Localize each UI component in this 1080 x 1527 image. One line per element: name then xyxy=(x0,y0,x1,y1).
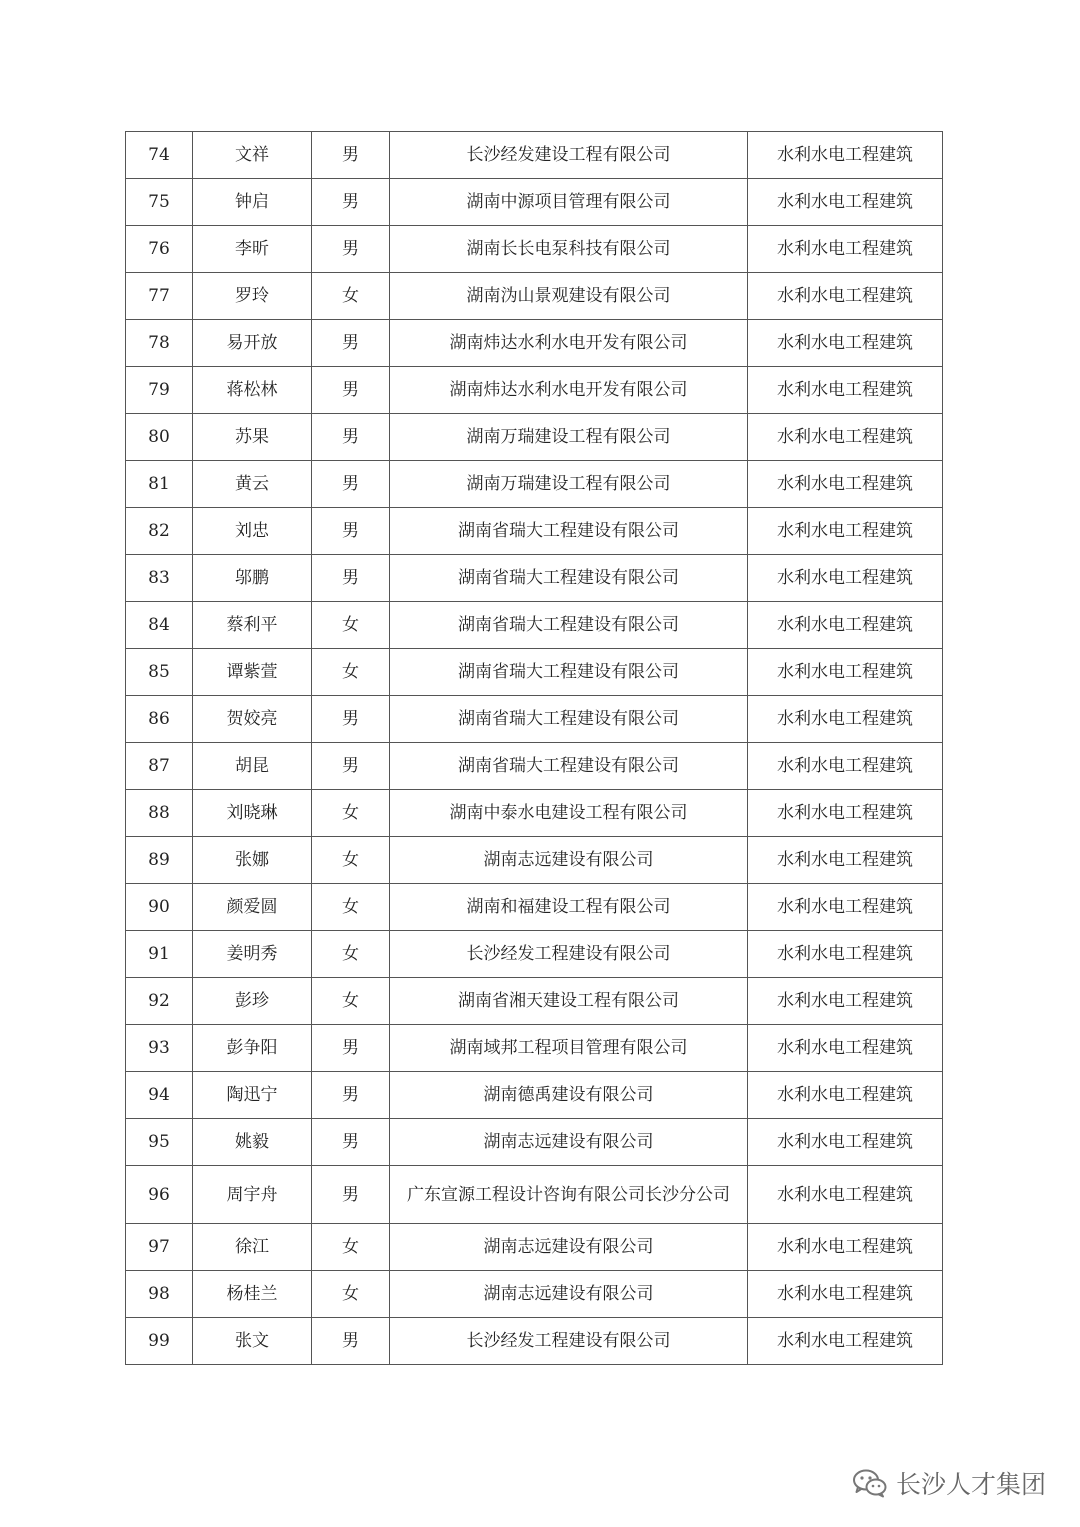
cell-number: 81 xyxy=(126,461,193,508)
table-row xyxy=(126,179,943,226)
cell-major: 水利水电工程建筑 xyxy=(748,1072,943,1119)
cell-gender: 男 xyxy=(312,1166,390,1224)
cell-company: 湖南沩山景观建设有限公司 xyxy=(390,273,748,320)
cell-number: 92 xyxy=(126,978,193,1025)
table-row xyxy=(126,1119,943,1166)
cell-major: 水利水电工程建筑 xyxy=(748,179,943,226)
cell-number: 79 xyxy=(126,367,193,414)
cell-name: 彭珍 xyxy=(193,978,312,1025)
table-row xyxy=(126,414,943,461)
table-row xyxy=(126,790,943,837)
cell-major: 水利水电工程建筑 xyxy=(748,1025,943,1072)
cell-gender: 男 xyxy=(312,461,390,508)
cell-company: 湖南省瑞大工程建设有限公司 xyxy=(390,743,748,790)
cell-name: 徐江 xyxy=(193,1224,312,1271)
cell-name: 文祥 xyxy=(193,132,312,179)
cell-gender: 男 xyxy=(312,1072,390,1119)
cell-number: 77 xyxy=(126,273,193,320)
cell-name: 姜明秀 xyxy=(193,931,312,978)
cell-gender: 男 xyxy=(312,226,390,273)
table-row xyxy=(126,1166,943,1224)
cell-name: 蒋松林 xyxy=(193,367,312,414)
table-row xyxy=(126,649,943,696)
cell-number: 98 xyxy=(126,1271,193,1318)
cell-number: 76 xyxy=(126,226,193,273)
table-row xyxy=(126,1072,943,1119)
cell-number: 97 xyxy=(126,1224,193,1271)
cell-major: 水利水电工程建筑 xyxy=(748,1166,943,1224)
cell-company: 湖南中泰水电建设工程有限公司 xyxy=(390,790,748,837)
cell-name: 钟启 xyxy=(193,179,312,226)
cell-name: 颜爱圆 xyxy=(193,884,312,931)
cell-company: 湖南和福建设工程有限公司 xyxy=(390,884,748,931)
cell-gender: 女 xyxy=(312,649,390,696)
cell-gender: 男 xyxy=(312,555,390,602)
cell-company: 湖南志远建设有限公司 xyxy=(390,837,748,884)
cell-number: 93 xyxy=(126,1025,193,1072)
cell-gender: 女 xyxy=(312,884,390,931)
table-row xyxy=(126,931,943,978)
cell-company: 湖南长长电泵科技有限公司 xyxy=(390,226,748,273)
cell-gender: 男 xyxy=(312,508,390,555)
watermark xyxy=(852,1463,1046,1503)
cell-name: 周宇舟 xyxy=(193,1166,312,1224)
cell-major: 水利水电工程建筑 xyxy=(748,602,943,649)
watermark-text: 长沙人才集团 xyxy=(895,1470,1046,1499)
cell-gender: 男 xyxy=(312,320,390,367)
cell-name: 彭争阳 xyxy=(193,1025,312,1072)
table-row xyxy=(126,837,943,884)
cell-major: 水利水电工程建筑 xyxy=(748,696,943,743)
cell-name: 姚毅 xyxy=(193,1119,312,1166)
cell-major: 水利水电工程建筑 xyxy=(748,414,943,461)
cell-major: 水利水电工程建筑 xyxy=(748,226,943,273)
cell-gender: 女 xyxy=(312,790,390,837)
table-row xyxy=(126,555,943,602)
cell-major: 水利水电工程建筑 xyxy=(748,508,943,555)
cell-number: 96 xyxy=(126,1166,193,1224)
cell-name: 刘晓琳 xyxy=(193,790,312,837)
table-row xyxy=(126,743,943,790)
cell-name: 李昕 xyxy=(193,226,312,273)
cell-company: 湖南省瑞大工程建设有限公司 xyxy=(390,555,748,602)
cell-gender: 女 xyxy=(312,978,390,1025)
table-row xyxy=(126,1318,943,1365)
cell-number: 95 xyxy=(126,1119,193,1166)
cell-gender: 女 xyxy=(312,1224,390,1271)
table-row xyxy=(126,461,943,508)
table-row xyxy=(126,1025,943,1072)
cell-major: 水利水电工程建筑 xyxy=(748,461,943,508)
table-row xyxy=(126,367,943,414)
table-row xyxy=(126,978,943,1025)
cell-name: 刘忠 xyxy=(193,508,312,555)
cell-number: 86 xyxy=(126,696,193,743)
cell-company: 湖南省瑞大工程建设有限公司 xyxy=(390,696,748,743)
cell-gender: 女 xyxy=(312,837,390,884)
cell-major: 水利水电工程建筑 xyxy=(748,1119,943,1166)
table-row xyxy=(126,1271,943,1318)
cell-name: 邬鹏 xyxy=(193,555,312,602)
cell-number: 74 xyxy=(126,132,193,179)
cell-major: 水利水电工程建筑 xyxy=(748,132,943,179)
cell-company: 湖南省瑞大工程建设有限公司 xyxy=(390,649,748,696)
cell-name: 易开放 xyxy=(193,320,312,367)
cell-company: 湖南德禹建设有限公司 xyxy=(390,1072,748,1119)
cell-major: 水利水电工程建筑 xyxy=(748,273,943,320)
cell-gender: 男 xyxy=(312,179,390,226)
cell-company: 湖南省湘天建设工程有限公司 xyxy=(390,978,748,1025)
cell-major: 水利水电工程建筑 xyxy=(748,790,943,837)
cell-number: 90 xyxy=(126,884,193,931)
table-row xyxy=(126,508,943,555)
table-row xyxy=(126,226,943,273)
cell-major: 水利水电工程建筑 xyxy=(748,931,943,978)
cell-company: 长沙经发工程建设有限公司 xyxy=(390,1318,748,1365)
table-row xyxy=(126,602,943,649)
cell-company: 湖南志远建设有限公司 xyxy=(390,1224,748,1271)
cell-company: 湖南万瑞建设工程有限公司 xyxy=(390,414,748,461)
cell-major: 水利水电工程建筑 xyxy=(748,1224,943,1271)
cell-gender: 女 xyxy=(312,273,390,320)
cell-major: 水利水电工程建筑 xyxy=(748,555,943,602)
cell-gender: 男 xyxy=(312,743,390,790)
cell-number: 82 xyxy=(126,508,193,555)
cell-company: 湖南志远建设有限公司 xyxy=(390,1119,748,1166)
cell-number: 89 xyxy=(126,837,193,884)
cell-number: 84 xyxy=(126,602,193,649)
cell-number: 91 xyxy=(126,931,193,978)
cell-number: 88 xyxy=(126,790,193,837)
cell-name: 罗玲 xyxy=(193,273,312,320)
cell-company: 长沙经发建设工程有限公司 xyxy=(390,132,748,179)
table-row xyxy=(126,273,943,320)
cell-name: 张娜 xyxy=(193,837,312,884)
table-row xyxy=(126,696,943,743)
cell-gender: 女 xyxy=(312,1271,390,1318)
cell-name: 谭紫萱 xyxy=(193,649,312,696)
cell-number: 99 xyxy=(126,1318,193,1365)
cell-gender: 男 xyxy=(312,696,390,743)
cell-number: 75 xyxy=(126,179,193,226)
cell-company: 湖南炜达水利水电开发有限公司 xyxy=(390,367,748,414)
cell-number: 78 xyxy=(126,320,193,367)
cell-name: 黄云 xyxy=(193,461,312,508)
cell-major: 水利水电工程建筑 xyxy=(748,1318,943,1365)
cell-company: 湖南炜达水利水电开发有限公司 xyxy=(390,320,748,367)
cell-name: 蔡利平 xyxy=(193,602,312,649)
cell-name: 杨桂兰 xyxy=(193,1271,312,1318)
cell-major: 水利水电工程建筑 xyxy=(748,743,943,790)
wechat-icon xyxy=(852,1468,888,1498)
cell-company: 湖南域邦工程项目管理有限公司 xyxy=(390,1025,748,1072)
cell-number: 94 xyxy=(126,1072,193,1119)
cell-major: 水利水电工程建筑 xyxy=(748,649,943,696)
cell-gender: 男 xyxy=(312,132,390,179)
cell-company: 湖南万瑞建设工程有限公司 xyxy=(390,461,748,508)
cell-major: 水利水电工程建筑 xyxy=(748,367,943,414)
cell-company: 湖南省瑞大工程建设有限公司 xyxy=(390,602,748,649)
cell-company: 长沙经发工程建设有限公司 xyxy=(390,931,748,978)
roster-table xyxy=(125,131,943,1365)
table-row xyxy=(126,320,943,367)
cell-name: 胡昆 xyxy=(193,743,312,790)
roster-body xyxy=(126,132,943,1365)
cell-number: 80 xyxy=(126,414,193,461)
cell-company: 湖南志远建设有限公司 xyxy=(390,1271,748,1318)
cell-major: 水利水电工程建筑 xyxy=(748,1271,943,1318)
cell-number: 87 xyxy=(126,743,193,790)
table-row xyxy=(126,132,943,179)
cell-name: 贺姣亮 xyxy=(193,696,312,743)
cell-major: 水利水电工程建筑 xyxy=(748,837,943,884)
cell-number: 83 xyxy=(126,555,193,602)
cell-gender: 男 xyxy=(312,1119,390,1166)
cell-company: 湖南中源项目管理有限公司 xyxy=(390,179,748,226)
cell-name: 苏果 xyxy=(193,414,312,461)
table-row xyxy=(126,884,943,931)
cell-major: 水利水电工程建筑 xyxy=(748,884,943,931)
cell-company: 湖南省瑞大工程建设有限公司 xyxy=(390,508,748,555)
cell-gender: 男 xyxy=(312,414,390,461)
cell-gender: 女 xyxy=(312,602,390,649)
cell-number: 85 xyxy=(126,649,193,696)
cell-name: 陶迅宁 xyxy=(193,1072,312,1119)
cell-major: 水利水电工程建筑 xyxy=(748,978,943,1025)
cell-company: 广东宣源工程设计咨询有限公司长沙分公司 xyxy=(390,1166,748,1224)
cell-gender: 男 xyxy=(312,1025,390,1072)
cell-major: 水利水电工程建筑 xyxy=(748,320,943,367)
cell-gender: 女 xyxy=(312,931,390,978)
table-row xyxy=(126,1224,943,1271)
cell-gender: 男 xyxy=(312,1318,390,1365)
cell-gender: 男 xyxy=(312,367,390,414)
cell-name: 张文 xyxy=(193,1318,312,1365)
